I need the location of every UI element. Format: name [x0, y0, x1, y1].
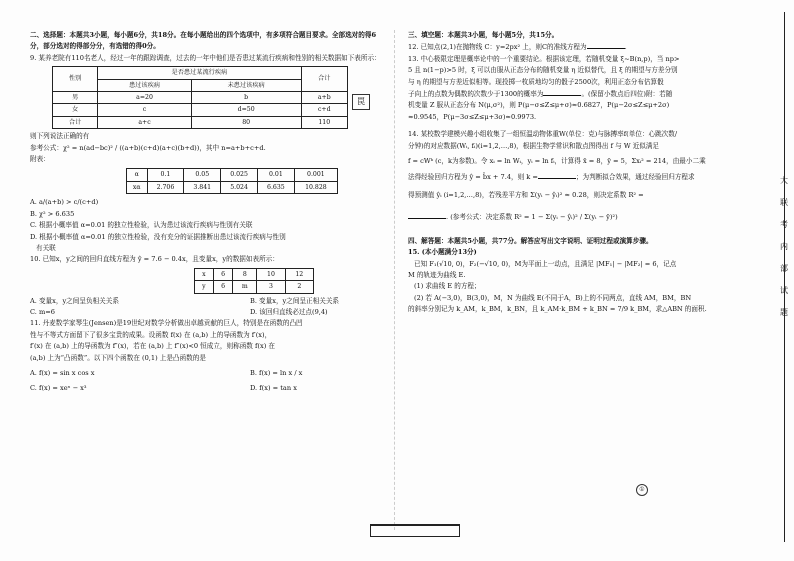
- q11-stem-line3: f′(x) 在 (a,b) 上的导函数为 f″(x)，若在 (a,b) 上 f″(x)<0 恒成立，则称函数 f(x) 在: [30, 342, 275, 351]
- q10-stem: 10. 已知x，y之间的回归直线方程为 ŷ = 7.6 − 0.4x，且变量x，y的数据如表所示：: [30, 255, 279, 264]
- q13-text-cont: 。(保留小数点后四位)附：若随: [581, 90, 673, 99]
- q15-title: 15. (本小题满分13分): [408, 248, 477, 257]
- q14-text: 法得经验回归方程为 ŷ = b̂x + 7.4，则 k =: [408, 173, 538, 182]
- table-cell: b: [191, 92, 301, 104]
- table-cell: 0.025: [221, 169, 258, 181]
- q13-line1: 13. 中心极限定理是概率论中的一个重要结论。根据该定理，若随机变量 ξ~B(n,p)，当 np>: [408, 54, 680, 63]
- table-cell: 2.706: [147, 181, 184, 193]
- table-cell: 2: [285, 281, 313, 293]
- q9-option-a: A. a/(a+b) > c/(c+d): [30, 198, 99, 207]
- table-head-gender: 性别: [53, 67, 98, 92]
- table-cell: 10.828: [294, 181, 337, 193]
- table-cell: 合计: [53, 116, 98, 128]
- q14-line3: f = cWᵏ (c，k为参数)。令 xᵢ = ln Wᵢ，yᵢ = ln fᵢ，计算得 x̄ = 8，ȳ = 5，Σxᵢ² = 214，由最小二乘: [408, 157, 706, 166]
- q9-formula: 参考公式：χ² = n(ad−bc)² / ((a+b)(c+d)(a+c)(b+d))，其中 n=a+b+c+d.: [30, 143, 266, 152]
- q12-stem: 12. 已知点(2,1)在抛物线 C：y=2px² 上，则C的准线方程为 .: [408, 43, 627, 52]
- q14-text-cont: ；为判断拟合效果，通过经验回归方程求: [575, 173, 695, 182]
- q10-option-c: C. m=6: [30, 307, 55, 316]
- table-cell: x: [195, 268, 214, 280]
- critical-value-table: [126, 168, 338, 194]
- q14-line5: 得预测值 ŷᵢ (i=1,2,…,8)，若残差平方和 Σ(yᵢ − ŷᵢ)² ≈ 0.28，则决定系数 R² =: [408, 190, 644, 199]
- table-row: [195, 268, 314, 280]
- left-column: [30, 30, 382, 395]
- table-row: [127, 169, 338, 181]
- table-cell: a=20: [98, 92, 192, 104]
- q10-option-b: B. 变量x，y之间呈正相关关系: [250, 296, 340, 305]
- table-cell: m: [233, 281, 257, 293]
- q15-part2: (2) 若 A(−3,0)，B(3,0)，M，N 为曲线 E(不同于A，B)上的不同两点，直线 AM，BM，BN: [414, 293, 692, 302]
- q14-line2: 分钟)的对应数据(Wᵢ, fᵢ)(i=1,2,…,8)，根据生物学常识和散点图得出 f 与 W 近似满足: [408, 141, 660, 150]
- q11-option-c: C. f(x) = xeˣ − x³: [30, 384, 87, 393]
- q9-appendix-label: 附表：: [30, 155, 50, 164]
- q11-option-b: B. f(x) = ln x / x: [250, 368, 303, 377]
- footer-box: [370, 524, 460, 537]
- q10-data-table: [194, 268, 314, 294]
- q13-text: 子向上的点数为偶数的次数少于1300的概率为: [408, 90, 544, 99]
- table-cell: y: [195, 281, 214, 293]
- q14-ref-formula: (参考公式：决定系数 R² = 1 − Σ(yᵢ − ŷᵢ)² / Σ(yᵢ − ȳ)²): [450, 213, 618, 222]
- table-head-total: 合计: [301, 67, 348, 92]
- q10-option-a: A. 变量x，y之间呈负相关关系: [30, 296, 119, 305]
- answer-blank[interactable]: [587, 41, 625, 49]
- q14-line6: . (参考公式：决定系数 R² = 1 − Σ(yᵢ − ŷᵢ)² / Σ(yᵢ − ȳ)²): [408, 211, 764, 223]
- q11-stem-line2: 性与不等式方面留下了很多宝贵的成果。设函数 f(x) 在 (a,b) 上的导函数为 f′(x)，: [30, 330, 272, 339]
- table-cell: 6: [213, 281, 233, 293]
- q13-line3: 与 η 的期望与方差近似相等。现投掷一枚质地均匀的骰子2500次，利用正态分布估算骰: [408, 77, 664, 86]
- q15-line2: M 的轨迹为曲线 E.: [408, 270, 466, 279]
- table-cell: 男: [53, 92, 98, 104]
- answer-blank[interactable]: [543, 88, 581, 96]
- section2-header: 二、选择题：本题共3小题，每小题6分，共18分。在每小题给出的四个选项中，有多项符合题目要求。全部选对的得6分，部分选对的得部分分，有选错的得0分。: [30, 31, 377, 51]
- q10-option-d: D. 该回归直线必过点(9,4): [250, 307, 328, 316]
- table-cell: 10: [257, 268, 285, 280]
- q9-option-d: D. 根据小概率值 α=0.01 的独立性检验，没有充分的证据推断出患过该流行疾病与性别: [30, 232, 286, 241]
- table-cell: 80: [191, 116, 301, 128]
- table-row: [53, 116, 348, 128]
- table-cell: 0.1: [147, 169, 184, 181]
- table-cell: c+d: [301, 104, 348, 116]
- table-cell: α: [127, 169, 148, 181]
- table-cell: a+c: [98, 116, 192, 128]
- table-cell: a+b: [301, 92, 348, 104]
- q9-option-c: C. 根据小概率值 α=0.01 的独立性检验，认为患过该流行疾病与性别有关联: [30, 221, 253, 230]
- table-cell: 8: [233, 268, 257, 280]
- q14-line1: 14. 某校数学建模兴趣小组收集了一组恒温动物体重W(单位：克)与脉搏率f(单位：心跳次数/: [408, 130, 678, 139]
- table-cell: 12: [285, 268, 313, 280]
- table-cell: 0.01: [257, 169, 294, 181]
- table-cell: 3: [257, 281, 285, 293]
- q12-text: 12. 已知点(2,1)在抛物线 C：y=2px² 上，则C的准线方程为: [408, 43, 587, 52]
- section3-header: 三、填空题：本题共3小题，每小题5分，共15分。: [408, 31, 559, 39]
- q15-part1: (1) 求曲线 E 的方程；: [414, 282, 481, 291]
- table-row: [53, 104, 348, 116]
- table-cell: 女: [53, 104, 98, 116]
- q9-stem: 9. 某养老院有110名老人，经过一年的跟踪调查，过去的一年中他们是否患过某流行疾病和性别的相关数据如下表所示：: [30, 53, 381, 62]
- q13-line6: ≈0.9545，P(μ−3σ≤Z≤μ+3σ)≈0.9973.: [408, 112, 537, 121]
- q10-options-row2: [30, 307, 382, 318]
- q9-prompt: 则下列说法正确的有: [30, 132, 90, 141]
- table-cell: c: [98, 104, 192, 116]
- binding-text: 大 联 考 内 部 试 题: [780, 176, 788, 317]
- answer-blank[interactable]: [408, 211, 446, 219]
- table-cell: 6: [213, 268, 233, 280]
- stamp-mark: 罠: [352, 94, 370, 110]
- q11-options-row1: [30, 368, 382, 379]
- table-cell: 6.635: [257, 181, 294, 193]
- q13-line5: 机变量 Z 服从正态分布 N(μ,σ²)，则 P(μ−σ≤Z≤μ+σ)≈0.6827，P(μ−2σ≤Z≤μ+2σ): [408, 101, 670, 110]
- q9-option-b: B. χ² > 6.635: [30, 209, 75, 218]
- q13-line4: [408, 88, 764, 100]
- q11-options-row2: [30, 383, 382, 394]
- table-head-sub2: 未患过该疾病: [191, 79, 301, 91]
- table-cell: 0.001: [294, 169, 337, 181]
- q11-stem-line1: 11. 丹麦数学家琴生(Jensen)是19世纪对数学分析做出卓越贡献的巨人，特别是在函数的凸凹: [30, 319, 303, 328]
- contingency-table: [52, 66, 348, 129]
- page-number: ①: [636, 484, 648, 496]
- table-cell: xα: [127, 181, 148, 193]
- table-head-sub1: 患过该疾病: [98, 79, 192, 91]
- table-row: [127, 181, 338, 193]
- q15-part2-cont: 的斜率分别记为 k_AM，k_BM，k_BN，且 k_AM·k_BM + k_BN = 7/9 k_BM，求△ABN 的面积.: [408, 305, 707, 314]
- q13-line2: 5 且 n(1−p)>5 时，ξ 可以由服从正态分布的随机变量 η 近似替代，且 ξ 的期望与方差分别: [408, 66, 678, 75]
- q10-options-row1: [30, 296, 382, 307]
- table-cell: d=50: [191, 104, 301, 116]
- table-cell: 3.841: [184, 181, 221, 193]
- table-cell: 0.05: [184, 169, 221, 181]
- q15-line1: 已知 F₁(√10, 0)，F₂(−√10, 0)，M为平面上一动点，且满足 |MF₁| − |MF₂| = 6，记点: [414, 259, 677, 268]
- table-cell: 110: [301, 116, 348, 128]
- table-row: [53, 92, 348, 104]
- q11-stem-line4: (a,b) 上为“凸函数”。以下四个函数在 (0,1) 上是凸函数的是: [30, 353, 206, 362]
- table-cell: 5.024: [221, 181, 258, 193]
- right-column: [408, 30, 764, 316]
- column-divider: [394, 30, 395, 530]
- section4-header: 四、解答题：本题共5小题，共77分。解答应写出文字说明、证明过程或演算步骤。: [408, 236, 653, 245]
- q11-option-a: A. f(x) = sin x cos x: [30, 368, 95, 377]
- q11-option-d: D. f(x) = tan x: [250, 384, 297, 393]
- answer-blank[interactable]: [538, 171, 576, 179]
- q14-line4: [408, 171, 764, 183]
- table-head-group: 是否患过某流行疾病: [98, 67, 301, 79]
- table-row: [195, 281, 314, 293]
- q9-option-d-cont: 有关联: [36, 243, 56, 252]
